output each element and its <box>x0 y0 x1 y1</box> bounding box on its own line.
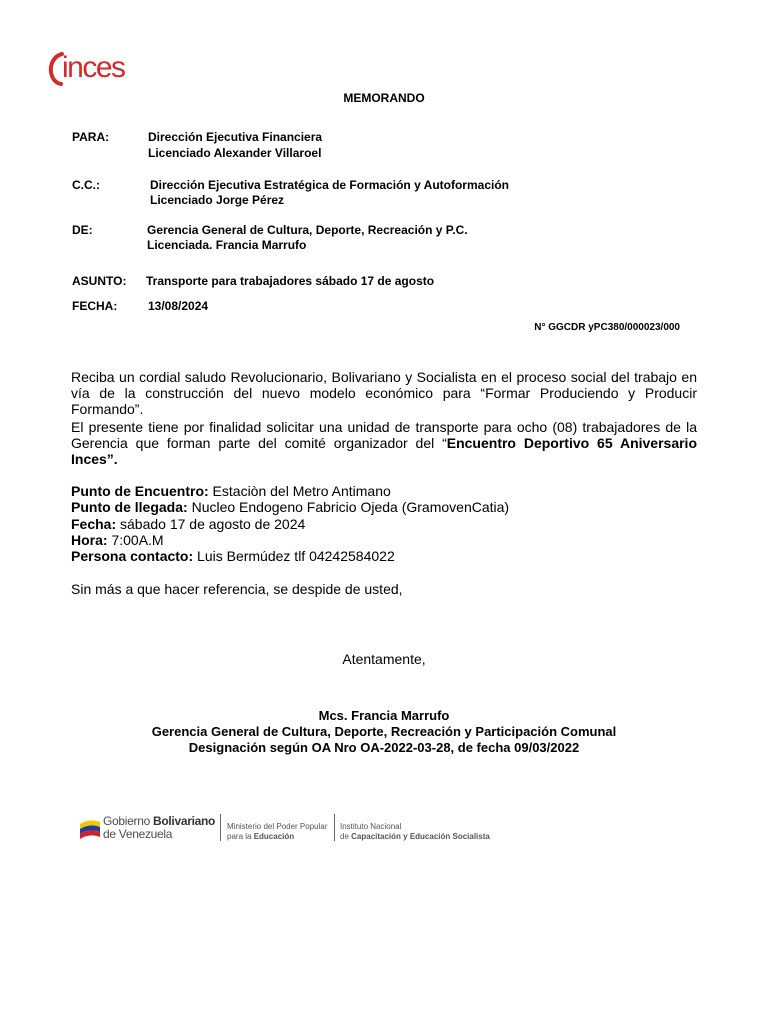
gov-text: Gobierno <box>103 814 153 828</box>
fecha-label: FECHA: <box>72 299 118 313</box>
ministry-text: para la <box>227 832 254 841</box>
institute-bold-text: Capacitación y Educación Socialista <box>351 832 490 841</box>
detail-value: Estaciòn del Metro Antimano <box>208 483 391 499</box>
detail-arrival-point <box>71 499 509 515</box>
regards-text: Atentamente, <box>342 651 426 667</box>
memo-title: MEMORANDO <box>343 91 425 105</box>
asunto-value: Transporte para trabajadores sábado 17 de agosto <box>146 274 435 288</box>
institute-line2 <box>340 832 490 841</box>
gov-line1 <box>103 814 215 828</box>
detail-label: Persona contacto: <box>71 548 194 564</box>
asunto-label: ASUNTO: <box>72 274 127 288</box>
reference-number: N° GGCDR yPC380/000023/000 <box>534 322 680 333</box>
logo-wordmark: inces <box>62 51 125 84</box>
para-label: PARA: <box>72 130 110 144</box>
ince-logo <box>48 48 138 88</box>
government-footer <box>78 810 508 846</box>
fecha-value: 13/08/2024 <box>148 299 209 313</box>
detail-value: Nucleo Endogeno Fabricio Ojeda (GramovenCatia) <box>187 499 510 515</box>
footer-divider <box>220 814 221 841</box>
venezuela-flag-icon <box>78 816 102 842</box>
institute-text: de <box>340 832 352 841</box>
signature-designation: Designación según OA Nro OA-2022-03-28, de fecha 09/03/2022 <box>188 740 580 755</box>
signature-position: Gerencia General de Cultura, Deporte, Recreación y Participación Comunal <box>151 724 617 739</box>
closing-text: Sin más a que hacer referencia, se despide de usted, <box>71 581 403 597</box>
cc-line1: Dirección Ejecutiva Estratégica de Formación y Autoformación <box>150 178 509 192</box>
institute-line1: Instituto Nacional <box>340 822 402 831</box>
detail-contact <box>71 548 395 564</box>
detail-meeting-point <box>71 483 391 499</box>
gov-bold-text: Bolivariano <box>153 814 216 828</box>
detail-date <box>71 516 305 532</box>
de-line1: Gerencia General de Cultura, Deporte, Recreación y P.C. <box>147 223 468 237</box>
de-label: DE: <box>72 223 93 237</box>
detail-label: Fecha: <box>71 516 117 532</box>
body-paragraph-2 <box>71 419 697 467</box>
detail-value: 7:00A.M <box>107 532 164 548</box>
de-line2: Licenciada. Francia Marrufo <box>147 238 307 252</box>
detail-label: Punto de Encuentro: <box>71 483 209 499</box>
event-name: Encuentro Deportivo 65 Aniversario Inces”. <box>71 435 697 467</box>
ministry-line1: Ministerio del Poder Popular <box>227 822 328 831</box>
body-paragraph-1: Reciba un cordial saludo Revolucionario, Bolivariano y Socialista en el proceso social del trabajo en vía de la construcción del nuevo modelo económico para “Formar Produciendo y Producir Formando”. <box>71 369 697 417</box>
gov-line2: de Venezuela <box>103 827 173 841</box>
ministry-line2 <box>227 832 294 841</box>
ministry-bold-text: Educación <box>253 832 295 841</box>
detail-value: Luis Bermúdez tlf 04242584022 <box>193 548 395 564</box>
para-line1: Dirección Ejecutiva Financiera <box>148 130 323 144</box>
body-paragraph-2-text: El presente tiene por finalidad solicitar una unidad de transporte para ocho (08) trabajadores de la Gerencia que forman parte del comité organizador del “ <box>71 419 697 451</box>
cc-label: C.C.: <box>72 178 100 192</box>
para-line2: Licenciado Alexander Villaroel <box>148 146 322 160</box>
detail-time <box>71 532 164 548</box>
detail-value: sábado 17 de agosto de 2024 <box>116 516 306 532</box>
cc-line2: Licenciado Jorge Pérez <box>150 193 285 207</box>
detail-label: Punto de llegada: <box>71 499 188 515</box>
signature-name: Mcs. Francia Marrufo <box>318 708 450 723</box>
footer-divider <box>334 814 335 841</box>
detail-label: Hora: <box>71 532 108 548</box>
